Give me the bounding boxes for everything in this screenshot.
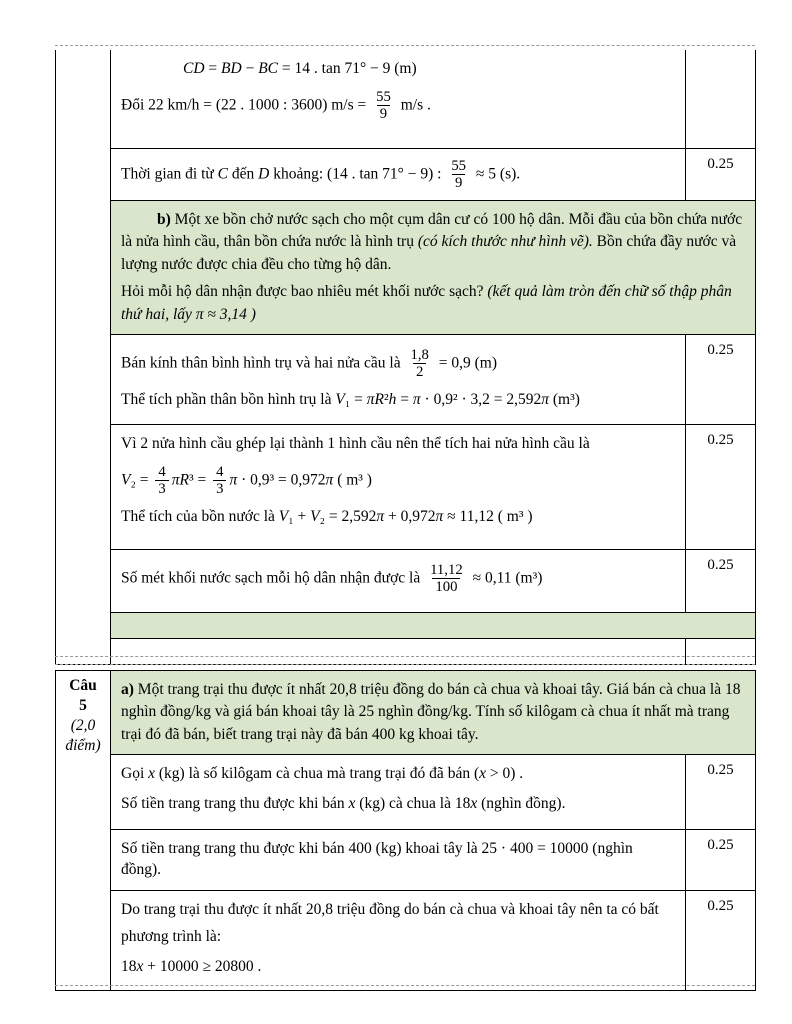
page-break-dashed-middle-1 <box>55 656 755 657</box>
score-cell: 0.25 <box>686 425 756 550</box>
page-break-dashed-bottom <box>55 985 755 986</box>
formula-line: 18x + 10000 ≥ 20800 . <box>121 958 262 976</box>
fraction: $\frac{55}{9}$ <box>451 157 467 191</box>
table-row <box>56 550 756 613</box>
fraction: $\frac{4}{3}$ <box>213 464 226 497</box>
solution-cell <box>111 891 686 991</box>
answer-table-section-1 <box>55 50 756 665</box>
score-cell: 0.25 <box>686 550 756 613</box>
formula-line: Gọi x (kg) là số kilôgam cà chua mà trang trại đó đã bán (x > 0) . <box>121 765 524 783</box>
question-number: Câu 5 <box>69 677 97 715</box>
formula-line: Vì 2 nửa hình cầu ghép lại thành 1 hình cầu nên thể tích hai nửa hình cầu là <box>121 435 590 453</box>
page-break-dashed-middle-2 <box>55 664 755 665</box>
score-cell: 0.25 <box>686 335 756 425</box>
formula-line: Thể tích phần thân bồn hình trụ là V₁ = πR²h = π · 0,9² · 3,2 = 2,592π (m³) <box>121 390 580 408</box>
solution-cell <box>111 50 686 148</box>
question-label-cell <box>56 671 111 991</box>
score-cell: 0.25 <box>686 830 756 891</box>
problem-statement-b <box>111 200 756 334</box>
table-row <box>56 891 756 991</box>
question-points-line2: điểm) <box>65 737 101 755</box>
question-label-cell-empty <box>56 50 111 665</box>
formula-line: Số mét khối nước sạch mỗi hộ dân nhận được là $\frac{11,12}{100}$ ≈ 0,11 (m³) <box>121 562 543 596</box>
table-row <box>56 425 756 550</box>
table-row <box>56 148 756 200</box>
formula-line: Do trang trại thu được ít nhất 20,8 triệu đồng do bán cà chua và khoai tây nên ta có bất <box>121 901 659 919</box>
solution-cell <box>111 830 686 891</box>
solution-cell <box>111 755 686 830</box>
formula-line: CD = BD − BC = 14 . tan 71° − 9 (m) <box>183 60 417 77</box>
formula-line: Số tiền trang trang thu được khi bán 400 (kg) khoai tây là 25 · 400 = 10000 (nghìn đồng). <box>121 840 633 879</box>
table-row <box>56 50 756 148</box>
fraction: $\frac{55}{9}$ <box>376 88 391 123</box>
score-cell: 0.25 <box>686 148 756 200</box>
problem-paragraph: a) Một trang trại thu được ít nhất 20,8 triệu đồng do bán cà chua và khoai tây. Giá bán cà chua là 18 nghìn đồng/kg và giá bán khoai tây là 25 nghìn đồng/kg. Tính số kilôgam cà chua ít nhất mà trang trại đó đã bán, biết trang trại này đã bán 400 kg khoai tây. <box>121 681 741 743</box>
formula-line: Số tiền trang trang thu được khi bán x (kg) cà chua là 18x (nghìn đồng). <box>121 795 566 813</box>
formula-line: Thể tích của bồn nước là V₁ + V₂ = 2,592π + 0,972π ≈ 11,12 ( m³ ) <box>121 507 533 525</box>
score-cell <box>686 50 756 148</box>
formula-line: Bán kính thân bình hình trụ và hai nửa cầu là $\frac{1,8}{2}$ = 0,9 (m) <box>121 347 497 381</box>
table-row <box>56 671 756 755</box>
empty-cell <box>111 639 686 665</box>
solution-cell <box>111 425 686 550</box>
fraction: $\frac{4}{3}$ <box>155 464 168 497</box>
fraction: $\frac{11,12}{100}$ <box>430 562 463 596</box>
solution-cell <box>111 148 686 200</box>
formula-line: Đổi 22 km/h = (22 . 1000 : 3600) m/s = $\frac{55}{9}$ m/s . <box>121 88 431 123</box>
problem-statement-a <box>111 671 756 755</box>
problem-paragraph: b) Một xe bồn chở nước sạch cho một cụm dân cư có 100 hộ dân. Mỗi đầu của bồn chứa nước là nửa hình cầu, thân bồn chứa nước là hình trụ (có kích thước như hình vẽ). Bồn chứa đầy nước và lượng nước được chia đều cho từng hộ dân. <box>121 210 743 273</box>
table-row <box>56 335 756 425</box>
problem-paragraph: Hỏi mỗi hộ dân nhận được bao nhiêu mét khối nước sạch? (kết quả làm tròn đến chữ số thập phân thứ hai, lấy π ≈ 3,14 ) <box>121 283 732 323</box>
table-row <box>56 613 756 639</box>
score-cell: 0.25 <box>686 755 756 830</box>
table-row <box>56 755 756 830</box>
fraction: $\frac{1,8}{2}$ <box>410 347 429 381</box>
solution-cell <box>111 550 686 613</box>
score-cell <box>686 639 756 665</box>
solution-cell <box>111 335 686 425</box>
table-row <box>56 830 756 891</box>
question-points-line1: (2,0 <box>70 717 96 735</box>
formula-line: phương trình là: <box>121 928 222 946</box>
table-row <box>56 200 756 334</box>
answer-table-section-2 <box>55 670 756 991</box>
score-cell: 0.25 <box>686 891 756 991</box>
page-break-dashed-top <box>55 45 755 46</box>
formula-line: Thời gian đi từ C đến D khoảng: (14 . tan 71° − 9) : $\frac{55}{9}$ ≈ 5 (s). <box>121 157 521 191</box>
formula-line: V₂ = $\frac{4}{3}$ πR³ = $\frac{4}{3}$ π · 0,9³ = 0,972π ( m³ ) <box>121 464 372 498</box>
table-row <box>56 639 756 665</box>
empty-green-row <box>111 613 756 639</box>
